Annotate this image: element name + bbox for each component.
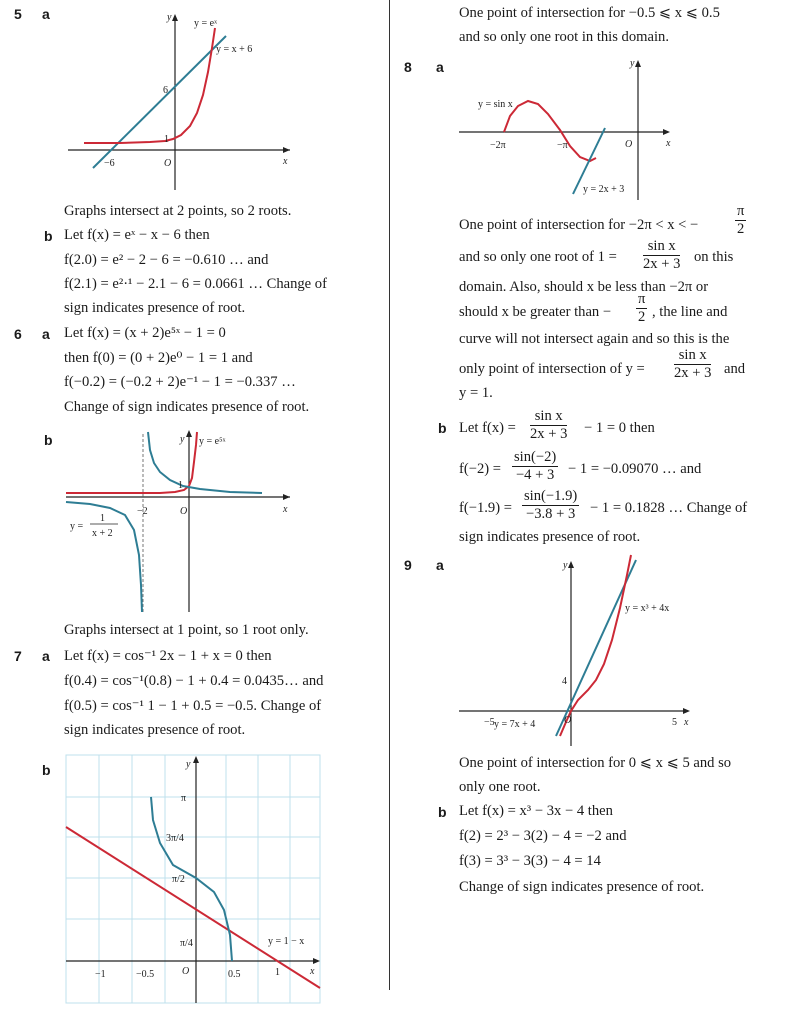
q8b-line2: f(−2) =	[459, 461, 501, 477]
svg-text:y = 1 − x: y = 1 − x	[268, 936, 305, 947]
origin-label: O	[164, 158, 172, 169]
x-axis-label: x	[283, 156, 288, 167]
q8a-line5: curve will not intersect again and so this is the	[459, 331, 730, 347]
svg-text:π/4: π/4	[180, 938, 193, 949]
q5b-line4: sign indicates presence of root.	[64, 300, 246, 316]
svg-text:1: 1	[275, 967, 280, 978]
svg-text:x: x	[666, 138, 671, 149]
q9b-line4: Change of sign indicates presence of root.	[459, 879, 705, 895]
q8b-line1: Let f(x) =	[459, 420, 516, 436]
q8a-line1: One point of intersection for −2π < x < −	[459, 217, 699, 233]
q8a-line4: should x be greater than −	[459, 304, 612, 320]
question-number-6: 6	[14, 326, 22, 342]
fraction-sinx-2: $\frac{\text{sin x}}{2x + 3}$	[674, 347, 712, 381]
svg-text:y = sin x: y = sin x	[478, 99, 513, 110]
q9b-line3: f(3) = 3³ − 3(3) − 4 = 14	[459, 853, 601, 869]
question-number-5: 5	[14, 6, 22, 22]
svg-text:0.5: 0.5	[228, 969, 241, 980]
q7a-line3: f(0.5) = cos⁻¹ 1 − 1 + 0.5 = −0.5. Change of	[64, 698, 322, 714]
svg-text:y: y	[186, 759, 191, 770]
q8b-line3: f(−1.9) =	[459, 500, 512, 516]
svg-text:−π: −π	[557, 140, 568, 151]
q6a-line4: Change of sign indicates presence of root.	[64, 399, 310, 415]
q6-conclusion: Graphs intersect at 1 point, so 1 root only.	[64, 622, 309, 638]
part-label-5b: b	[44, 228, 53, 244]
curve-label: y = e⁵ˣ	[199, 436, 226, 447]
tick-y-1: 1	[164, 134, 169, 145]
svg-text:5: 5	[672, 717, 677, 728]
part-label-7a: a	[42, 648, 50, 664]
fraction-b1: $\frac{\text{sin x}}{2x + 3}$	[530, 408, 568, 442]
q7a-line4: sign indicates presence of root.	[64, 722, 246, 738]
svg-text:−0.5: −0.5	[136, 969, 155, 980]
svg-text:O: O	[625, 139, 633, 150]
q5b-line1: Let f(x) = eˣ − x − 6 then	[64, 227, 210, 243]
part-label-6b: b	[44, 432, 53, 448]
svg-text:y: y	[563, 560, 568, 571]
q6a-line1: Let f(x) = (x + 2)e⁵ˣ − 1 = 0	[64, 325, 226, 341]
svg-text:1: 1	[178, 480, 183, 491]
svg-text:O: O	[182, 966, 190, 977]
q7-cont-line2: and so only one root in this domain.	[459, 29, 669, 45]
fraction-pi-over-2: $\frac{\pi}{2}$	[737, 203, 745, 237]
svg-text:y =: y =	[70, 521, 84, 532]
fraction-b3: $\frac{\sin(-1.9)}{-3.8 + 3}$	[524, 488, 578, 522]
tick-y-6: 6	[163, 85, 168, 96]
q5b-line2: f(2.0) = e² − 2 − 6 = −0.610 … and	[64, 252, 269, 268]
svg-text:x: x	[684, 717, 689, 728]
curve-label: y = eˣ	[194, 18, 217, 29]
line-label: y = x + 6	[216, 44, 253, 55]
svg-text:y = x³ + 4x: y = x³ + 4x	[625, 603, 670, 614]
svg-text:y: y	[630, 58, 635, 69]
svg-text:y = 7x + 4: y = 7x + 4	[494, 719, 536, 730]
svg-text:−2π: −2π	[490, 140, 506, 151]
svg-text:π/2: π/2	[172, 874, 185, 885]
svg-text:π: π	[181, 793, 187, 804]
svg-text:y: y	[180, 434, 185, 445]
svg-text:4: 4	[562, 676, 567, 687]
fraction-b2: $\frac{\sin(-2)}{-4 + 3}$	[514, 449, 557, 483]
fraction-sinx: $\frac{\text{sin x}}{2x + 3}$	[643, 238, 681, 272]
svg-text:y = 2x + 3: y = 2x + 3	[583, 184, 625, 195]
q9a-line1: One point of intersection for 0 ⩽ x ⩽ 5 and so	[459, 755, 732, 771]
q6a-line3: f(−0.2) = (−0.2 + 2)e⁻¹ − 1 = −0.337 …	[64, 374, 296, 390]
svg-text:x: x	[310, 966, 315, 977]
part-label-9b: b	[438, 804, 447, 820]
svg-text:O: O	[180, 506, 188, 517]
q7a-line2: f(0.4) = cos⁻¹(0.8) − 1 + 0.4 = 0.0435… and	[64, 673, 324, 689]
tick-x-m6: −6	[104, 158, 115, 169]
part-label-7b: b	[42, 762, 51, 778]
part-label-6a: a	[42, 326, 50, 342]
svg-text:O: O	[564, 715, 572, 726]
question-number-7: 7	[14, 648, 22, 664]
question-number-9: 9	[404, 557, 412, 573]
q9b-line1: Let f(x) = x³ − 3x − 4 then	[459, 803, 613, 819]
question-number-8: 8	[404, 59, 412, 75]
q9a-line2: only one root.	[459, 779, 541, 795]
svg-text:1: 1	[100, 513, 105, 524]
part-label-8a: a	[436, 59, 444, 75]
q9b-line2: f(2) = 2³ − 3(2) − 4 = −2 and	[459, 828, 627, 844]
q7-cont-line1: One point of intersection for −0.5 ⩽ x ⩽ 0.5	[459, 5, 720, 21]
svg-text:−1: −1	[95, 969, 106, 980]
q8b-line4: sign indicates presence of root.	[459, 529, 641, 545]
q5b-line3: f(2.1) = e²·¹ − 2.1 − 6 = 0.0661 … Change of	[64, 276, 327, 292]
q8a-line3: domain. Also, should x be less than −2π or	[459, 279, 709, 295]
q8a-line6: only point of intersection of y =	[459, 361, 645, 377]
part-label-9a: a	[436, 557, 444, 573]
q7a-line1: Let f(x) = cos⁻¹ 2x − 1 + x = 0 then	[64, 648, 272, 664]
q5-conclusion: Graphs intersect at 2 points, so 2 roots.	[64, 203, 292, 219]
part-label-5a: a	[42, 6, 50, 22]
svg-text:−2: −2	[137, 506, 148, 517]
q8a-line7: y = 1.	[459, 385, 493, 401]
q8a-line2: and so only one root of 1 =	[459, 249, 617, 265]
y-axis-label: y	[167, 12, 172, 23]
svg-text:3π/4: 3π/4	[166, 833, 184, 844]
q6a-line2: then f(0) = (0 + 2)e⁰ − 1 = 1 and	[64, 350, 253, 366]
svg-text:−5: −5	[484, 717, 495, 728]
svg-text:x + 2: x + 2	[92, 528, 113, 539]
fraction-pi-over-2b: $\frac{\pi}{2}$	[638, 291, 646, 325]
part-label-8b: b	[438, 420, 447, 436]
svg-text:x: x	[283, 504, 288, 515]
